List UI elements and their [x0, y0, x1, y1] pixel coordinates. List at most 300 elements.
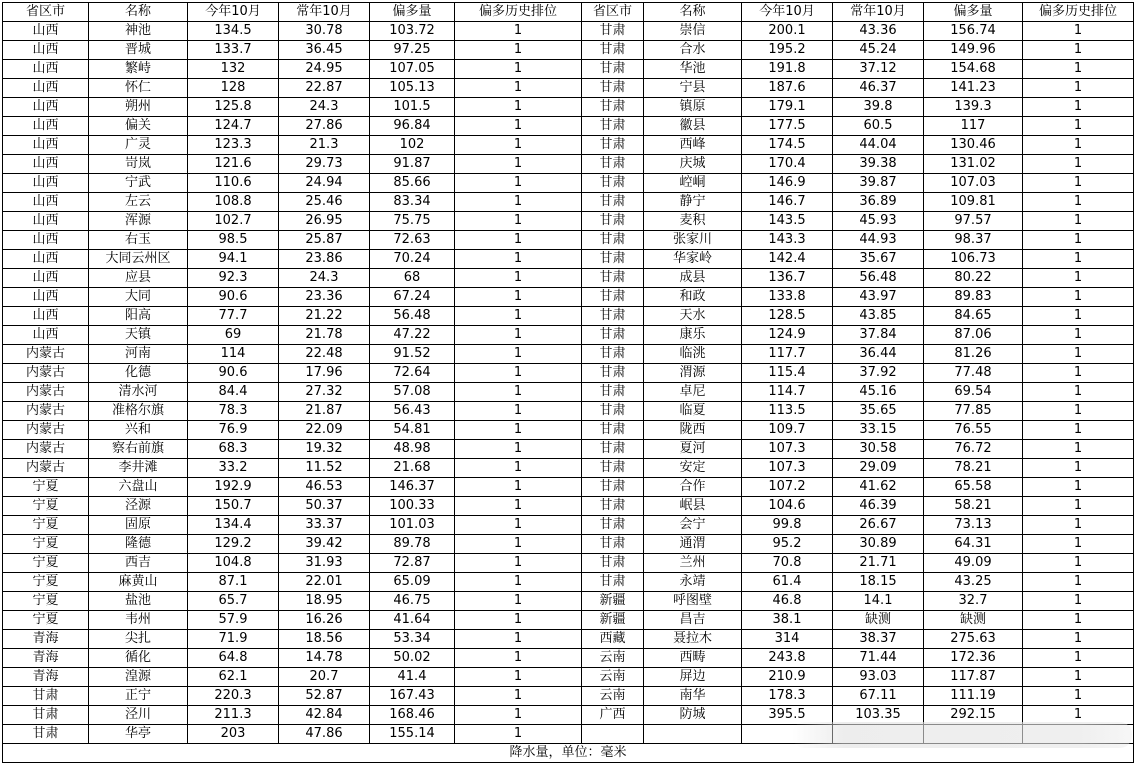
cell-rank-right: 1: [1023, 117, 1134, 136]
cell-normal-october-left: 17.96: [279, 364, 370, 383]
table-row: [3, 60, 1134, 79]
cell-name-left: 麻黄山: [89, 573, 188, 592]
cell-this-october-right: 143.3: [742, 231, 833, 250]
cell-this-october-left: 129.2: [188, 535, 279, 554]
cell-this-october-left: 192.9: [188, 478, 279, 497]
cell-province-right: 甘肃: [582, 440, 644, 459]
cell-name-right: 屏边: [644, 668, 742, 687]
cell-province-right: 新疆: [582, 592, 644, 611]
cell-normal-october-left: 27.32: [279, 383, 370, 402]
cell-normal-october-left: 18.56: [279, 630, 370, 649]
cell-rank-right: 1: [1023, 269, 1134, 288]
cell-normal-october-right: 36.44: [833, 345, 924, 364]
cell-rank-right: 1: [1023, 307, 1134, 326]
cell-name-left: 隆德: [89, 535, 188, 554]
cell-province-left: 山西: [3, 155, 89, 174]
cell-province-right: 西藏: [582, 630, 644, 649]
cell-province-left: 山西: [3, 212, 89, 231]
cell-province-right: 甘肃: [582, 402, 644, 421]
cell-province-right: 甘肃: [582, 497, 644, 516]
cell-name-left: 正宁: [89, 687, 188, 706]
cell-rank-left: 1: [455, 459, 582, 478]
cell-this-october-left: 92.3: [188, 269, 279, 288]
cell-name-right: 南华: [644, 687, 742, 706]
cell-province-right: 广西: [582, 706, 644, 725]
cell-excess-right: 141.23: [924, 79, 1023, 98]
cell-province-left: 山西: [3, 41, 89, 60]
cell-province-left: 山西: [3, 117, 89, 136]
cell-excess-right: 缺测: [924, 611, 1023, 630]
cell-name-left: 泾川: [89, 706, 188, 725]
cell-province-left: 内蒙古: [3, 345, 89, 364]
cell-province-right: 甘肃: [582, 383, 644, 402]
cell-this-october-left: 123.3: [188, 136, 279, 155]
table-row: [3, 193, 1134, 212]
cell-this-october-right: 107.3: [742, 459, 833, 478]
cell-name-left: 兴和: [89, 421, 188, 440]
cell-rank-left: 1: [455, 668, 582, 687]
cell-this-october-right: 200.1: [742, 22, 833, 41]
cell-this-october-left: 84.4: [188, 383, 279, 402]
cell-normal-october-right: 21.71: [833, 554, 924, 573]
cell-normal-october-left: 24.3: [279, 98, 370, 117]
cell-this-october-right: 124.9: [742, 326, 833, 345]
cell-this-october-right: 113.5: [742, 402, 833, 421]
table-row: [3, 649, 1134, 668]
cell-rank-left: 1: [455, 402, 582, 421]
cell-rank-right: 1: [1023, 668, 1134, 687]
cell-this-october-left: 64.8: [188, 649, 279, 668]
cell-rank-right: 1: [1023, 478, 1134, 497]
cell-normal-october-right: 缺测: [833, 611, 924, 630]
cell-excess-right: 77.85: [924, 402, 1023, 421]
cell-normal-october-left: 27.86: [279, 117, 370, 136]
cell-province-right: 甘肃: [582, 269, 644, 288]
cell-excess-right: 77.48: [924, 364, 1023, 383]
cell-name-left: 右玉: [89, 231, 188, 250]
cell-rank-left: 1: [455, 212, 582, 231]
cell-excess-left: 57.08: [370, 383, 455, 402]
cell-rank-right: 1: [1023, 611, 1134, 630]
cell-this-october-left: 114: [188, 345, 279, 364]
cell-excess-right: 43.25: [924, 573, 1023, 592]
cell-rank-left: 1: [455, 630, 582, 649]
cell-excess-right: 65.58: [924, 478, 1023, 497]
cell-excess-left: 155.14: [370, 725, 455, 744]
cell-excess-left: 107.05: [370, 60, 455, 79]
cell-name-left: 循化: [89, 649, 188, 668]
table-row: [3, 630, 1134, 649]
cell-province-right: 甘肃: [582, 193, 644, 212]
cell-excess-left: 96.84: [370, 117, 455, 136]
cell-name-right: 卓尼: [644, 383, 742, 402]
cell-excess-left: 101.03: [370, 516, 455, 535]
cell-excess-left: 75.75: [370, 212, 455, 231]
cell-province-right: 甘肃: [582, 231, 644, 250]
cell-excess-right: 111.19: [924, 687, 1023, 706]
cell-excess-right: 130.46: [924, 136, 1023, 155]
cell-name-left: 大同: [89, 288, 188, 307]
cell-normal-october-right: 45.24: [833, 41, 924, 60]
cell-name-right: 昌吉: [644, 611, 742, 630]
cell-normal-october-right: 26.67: [833, 516, 924, 535]
table-row: [3, 440, 1134, 459]
cell-rank-right: 1: [1023, 288, 1134, 307]
cell-excess-left: 56.48: [370, 307, 455, 326]
table-row: [3, 592, 1134, 611]
cell-excess-right: 58.21: [924, 497, 1023, 516]
cell-rank-right: 1: [1023, 440, 1134, 459]
cell-excess-right: 292.15: [924, 706, 1023, 725]
cell-province-right: [582, 725, 644, 744]
cell-excess-right: 64.31: [924, 535, 1023, 554]
cell-normal-october-right: 18.15: [833, 573, 924, 592]
table-row: [3, 98, 1134, 117]
cell-normal-october-left: 47.86: [279, 725, 370, 744]
cell-rank-left: 1: [455, 136, 582, 155]
cell-name-right: 崆峒: [644, 174, 742, 193]
cell-rank-right: 1: [1023, 573, 1134, 592]
cell-excess-right: 81.26: [924, 345, 1023, 364]
table-row: [3, 117, 1134, 136]
cell-excess-left: 83.34: [370, 193, 455, 212]
cell-rank-left: 1: [455, 155, 582, 174]
cell-province-left: 山西: [3, 193, 89, 212]
cell-this-october-left: 87.1: [188, 573, 279, 592]
cell-normal-october-left: 25.46: [279, 193, 370, 212]
cell-normal-october-left: 36.45: [279, 41, 370, 60]
cell-this-october-right: 61.4: [742, 573, 833, 592]
cell-normal-october-right: 37.12: [833, 60, 924, 79]
header-this-october-left: 今年10月: [188, 3, 279, 22]
cell-rank-right: 1: [1023, 22, 1134, 41]
cell-province-right: 甘肃: [582, 136, 644, 155]
cell-name-left: 李井滩: [89, 459, 188, 478]
cell-excess-right: 73.13: [924, 516, 1023, 535]
cell-rank-left: 1: [455, 79, 582, 98]
cell-excess-right: 117: [924, 117, 1023, 136]
cell-rank-right: 1: [1023, 193, 1134, 212]
cell-province-right: 甘肃: [582, 250, 644, 269]
cell-rank-left: 1: [455, 706, 582, 725]
cell-this-october-left: 110.6: [188, 174, 279, 193]
cell-excess-left: 102: [370, 136, 455, 155]
cell-province-left: 宁夏: [3, 573, 89, 592]
cell-normal-october-right: 37.92: [833, 364, 924, 383]
cell-name-right: 麦积: [644, 212, 742, 231]
cell-excess-right: 49.09: [924, 554, 1023, 573]
header-excess-left: 偏多量: [370, 3, 455, 22]
cell-rank-left: 1: [455, 193, 582, 212]
cell-name-left: 繁峙: [89, 60, 188, 79]
cell-normal-october-right: 39.38: [833, 155, 924, 174]
cell-excess-left: 85.66: [370, 174, 455, 193]
cell-this-october-right: 179.1: [742, 98, 833, 117]
cell-normal-october-left: 20.7: [279, 668, 370, 687]
cell-excess-left: 56.43: [370, 402, 455, 421]
cell-rank-right: 1: [1023, 79, 1134, 98]
cell-rank-right: 1: [1023, 402, 1134, 421]
cell-province-right: 云南: [582, 649, 644, 668]
cell-this-october-right: 191.8: [742, 60, 833, 79]
cell-province-right: 甘肃: [582, 117, 644, 136]
cell-excess-right: 78.21: [924, 459, 1023, 478]
cell-rank-left: 1: [455, 383, 582, 402]
cell-excess-right: 84.65: [924, 307, 1023, 326]
cell-this-october-right: 395.5: [742, 706, 833, 725]
cell-this-october-right: 133.8: [742, 288, 833, 307]
table-row: [3, 41, 1134, 60]
cell-name-left: 怀仁: [89, 79, 188, 98]
cell-province-right: 甘肃: [582, 459, 644, 478]
cell-normal-october-right: 41.62: [833, 478, 924, 497]
cell-province-right: 甘肃: [582, 326, 644, 345]
cell-this-october-left: 68.3: [188, 440, 279, 459]
cell-name-right: 聂拉木: [644, 630, 742, 649]
header-name-left: 名称: [89, 3, 188, 22]
cell-this-october-left: 102.7: [188, 212, 279, 231]
cell-province-left: 宁夏: [3, 478, 89, 497]
cell-this-october-right: 146.9: [742, 174, 833, 193]
cell-normal-october-right: 56.48: [833, 269, 924, 288]
cell-normal-october-left: 29.73: [279, 155, 370, 174]
cell-this-october-left: 76.9: [188, 421, 279, 440]
cell-this-october-right: 115.4: [742, 364, 833, 383]
table-row: [3, 345, 1134, 364]
table-row: [3, 174, 1134, 193]
cell-normal-october-left: 24.95: [279, 60, 370, 79]
cell-this-october-right: 170.4: [742, 155, 833, 174]
cell-rank-right: 1: [1023, 136, 1134, 155]
cell-name-right: 永靖: [644, 573, 742, 592]
cell-province-left: 宁夏: [3, 535, 89, 554]
cell-normal-october-left: 22.01: [279, 573, 370, 592]
cell-name-right: 成县: [644, 269, 742, 288]
cell-province-right: 云南: [582, 668, 644, 687]
cell-province-right: 云南: [582, 687, 644, 706]
cell-name-right: 庆城: [644, 155, 742, 174]
cell-rank-left: 1: [455, 174, 582, 193]
cell-normal-october-right: 103.35: [833, 706, 924, 725]
cell-name-right: 夏河: [644, 440, 742, 459]
cell-this-october-right: 104.6: [742, 497, 833, 516]
cell-name-left: 阳高: [89, 307, 188, 326]
cell-province-left: 山西: [3, 307, 89, 326]
header-province-left: 省区市: [3, 3, 89, 22]
cell-excess-right: 275.63: [924, 630, 1023, 649]
cell-this-october-right: 314: [742, 630, 833, 649]
cell-excess-right: 76.72: [924, 440, 1023, 459]
cell-excess-right: 98.37: [924, 231, 1023, 250]
cell-name-right: 安定: [644, 459, 742, 478]
cell-normal-october-left: 19.32: [279, 440, 370, 459]
cell-name-right: 张家川: [644, 231, 742, 250]
cell-name-left: 河南: [89, 345, 188, 364]
cell-rank-left: 1: [455, 649, 582, 668]
cell-name-left: 应县: [89, 269, 188, 288]
cell-this-october-right: 178.3: [742, 687, 833, 706]
cell-province-right: 甘肃: [582, 478, 644, 497]
cell-normal-october-left: 16.26: [279, 611, 370, 630]
table-row: [3, 478, 1134, 497]
cell-province-left: 山西: [3, 269, 89, 288]
cell-normal-october-right: 43.97: [833, 288, 924, 307]
cell-this-october-right: 146.7: [742, 193, 833, 212]
cell-name-left: 宁武: [89, 174, 188, 193]
cell-province-left: 宁夏: [3, 516, 89, 535]
cell-excess-left: 91.87: [370, 155, 455, 174]
cell-province-right: 甘肃: [582, 98, 644, 117]
cell-name-left: 化德: [89, 364, 188, 383]
cell-normal-october-left: 24.94: [279, 174, 370, 193]
cell-rank-left: 1: [455, 478, 582, 497]
cell-normal-october-right: 60.5: [833, 117, 924, 136]
cell-excess-left: 50.02: [370, 649, 455, 668]
cell-excess-right: 32.7: [924, 592, 1023, 611]
cell-normal-october-right: 93.03: [833, 668, 924, 687]
cell-excess-left: 101.5: [370, 98, 455, 117]
cell-name-left: 华亭: [89, 725, 188, 744]
cell-rank-right: 1: [1023, 630, 1134, 649]
table-row: [3, 402, 1134, 421]
cell-this-october-left: 121.6: [188, 155, 279, 174]
cell-name-right: 静宁: [644, 193, 742, 212]
cell-excess-left: 105.13: [370, 79, 455, 98]
cell-rank-right: 1: [1023, 98, 1134, 117]
cell-normal-october-left: 11.52: [279, 459, 370, 478]
cell-normal-october-right: 30.58: [833, 440, 924, 459]
cell-province-left: 内蒙古: [3, 440, 89, 459]
cell-this-october-left: 211.3: [188, 706, 279, 725]
table-row: [3, 288, 1134, 307]
cell-this-october-right: 174.5: [742, 136, 833, 155]
cell-name-left: 察右前旗: [89, 440, 188, 459]
cell-province-left: 宁夏: [3, 497, 89, 516]
cell-excess-left: 91.52: [370, 345, 455, 364]
cell-this-october-right: 195.2: [742, 41, 833, 60]
cell-excess-left: 54.81: [370, 421, 455, 440]
cell-name-left: 天镇: [89, 326, 188, 345]
cell-name-right: 临夏: [644, 402, 742, 421]
header-name-right: 名称: [644, 3, 742, 22]
cell-rank-left: 1: [455, 98, 582, 117]
cell-normal-october-left: 46.53: [279, 478, 370, 497]
cell-province-left: 青海: [3, 630, 89, 649]
cell-rank-right: 1: [1023, 155, 1134, 174]
cell-rank-right: 1: [1023, 649, 1134, 668]
cell-this-october-right: 95.2: [742, 535, 833, 554]
cell-name-right: [644, 725, 742, 744]
cell-rank-left: 1: [455, 345, 582, 364]
cell-rank-right: 1: [1023, 687, 1134, 706]
cell-normal-october-right: 46.37: [833, 79, 924, 98]
cell-name-left: 韦州: [89, 611, 188, 630]
table-row: [3, 231, 1134, 250]
cell-this-october-left: 98.5: [188, 231, 279, 250]
unit-note: 降水量，单位：毫米: [3, 744, 1134, 763]
cell-excess-right: 69.54: [924, 383, 1023, 402]
cell-normal-october-left: 42.84: [279, 706, 370, 725]
header-this-october-right: 今年10月: [742, 3, 833, 22]
cell-name-right: 会宁: [644, 516, 742, 535]
cell-this-october-left: 104.8: [188, 554, 279, 573]
cell-this-october-right: 114.7: [742, 383, 833, 402]
cell-province-right: 甘肃: [582, 79, 644, 98]
cell-normal-october-right: 30.89: [833, 535, 924, 554]
table-row: [3, 79, 1134, 98]
cell-excess-left: 97.25: [370, 41, 455, 60]
precipitation-table: [2, 2, 1134, 763]
cell-excess-right: 109.81: [924, 193, 1023, 212]
header-rank-left: 偏多历史排位: [455, 3, 582, 22]
cell-excess-left: 72.63: [370, 231, 455, 250]
cell-name-right: 防城: [644, 706, 742, 725]
cell-normal-october-right: 14.1: [833, 592, 924, 611]
cell-normal-october-left: 39.42: [279, 535, 370, 554]
cell-normal-october-left: 33.37: [279, 516, 370, 535]
cell-this-october-right: 143.5: [742, 212, 833, 231]
cell-name-right: 渭源: [644, 364, 742, 383]
cell-name-left: 泾源: [89, 497, 188, 516]
table-row: [3, 497, 1134, 516]
cell-excess-right: 89.83: [924, 288, 1023, 307]
cell-excess-right: 149.96: [924, 41, 1023, 60]
cell-rank-left: 1: [455, 250, 582, 269]
cell-name-left: 晋城: [89, 41, 188, 60]
cell-this-october-left: 33.2: [188, 459, 279, 478]
header-normal-october-left: 常年10月: [279, 3, 370, 22]
cell-this-october-left: 125.8: [188, 98, 279, 117]
cell-normal-october-right: 33.15: [833, 421, 924, 440]
cell-normal-october-right: 44.04: [833, 136, 924, 155]
cell-normal-october-right: 46.39: [833, 497, 924, 516]
cell-normal-october-left: 50.37: [279, 497, 370, 516]
header-normal-october-right: 常年10月: [833, 3, 924, 22]
cell-province-right: 甘肃: [582, 535, 644, 554]
cell-this-october-right: 70.8: [742, 554, 833, 573]
cell-name-right: 临洮: [644, 345, 742, 364]
cell-province-right: 甘肃: [582, 174, 644, 193]
cell-province-right: 甘肃: [582, 60, 644, 79]
cell-name-left: 左云: [89, 193, 188, 212]
cell-name-right: 西峰: [644, 136, 742, 155]
cell-province-left: 甘肃: [3, 725, 89, 744]
cell-excess-left: 41.64: [370, 611, 455, 630]
cell-normal-october-right: 71.44: [833, 649, 924, 668]
cell-excess-left: 70.24: [370, 250, 455, 269]
cell-this-october-left: 128: [188, 79, 279, 98]
table-row: [3, 573, 1134, 592]
header-province-right: 省区市: [582, 3, 644, 22]
table-row: [3, 22, 1134, 41]
cell-excess-left: 68: [370, 269, 455, 288]
table-row: [3, 269, 1134, 288]
cell-rank-left: 1: [455, 231, 582, 250]
cell-excess-right: 154.68: [924, 60, 1023, 79]
cell-name-right: 兰州: [644, 554, 742, 573]
cell-this-october-right: 243.8: [742, 649, 833, 668]
cell-excess-left: 48.98: [370, 440, 455, 459]
cell-province-left: 山西: [3, 79, 89, 98]
cell-this-october-left: 124.7: [188, 117, 279, 136]
cell-name-right: 合作: [644, 478, 742, 497]
table-row: [3, 155, 1134, 174]
table-row: [3, 611, 1134, 630]
cell-normal-october-right: 39.87: [833, 174, 924, 193]
cell-normal-october-left: 30.78: [279, 22, 370, 41]
cell-name-right: 合水: [644, 41, 742, 60]
cell-this-october-left: 203: [188, 725, 279, 744]
